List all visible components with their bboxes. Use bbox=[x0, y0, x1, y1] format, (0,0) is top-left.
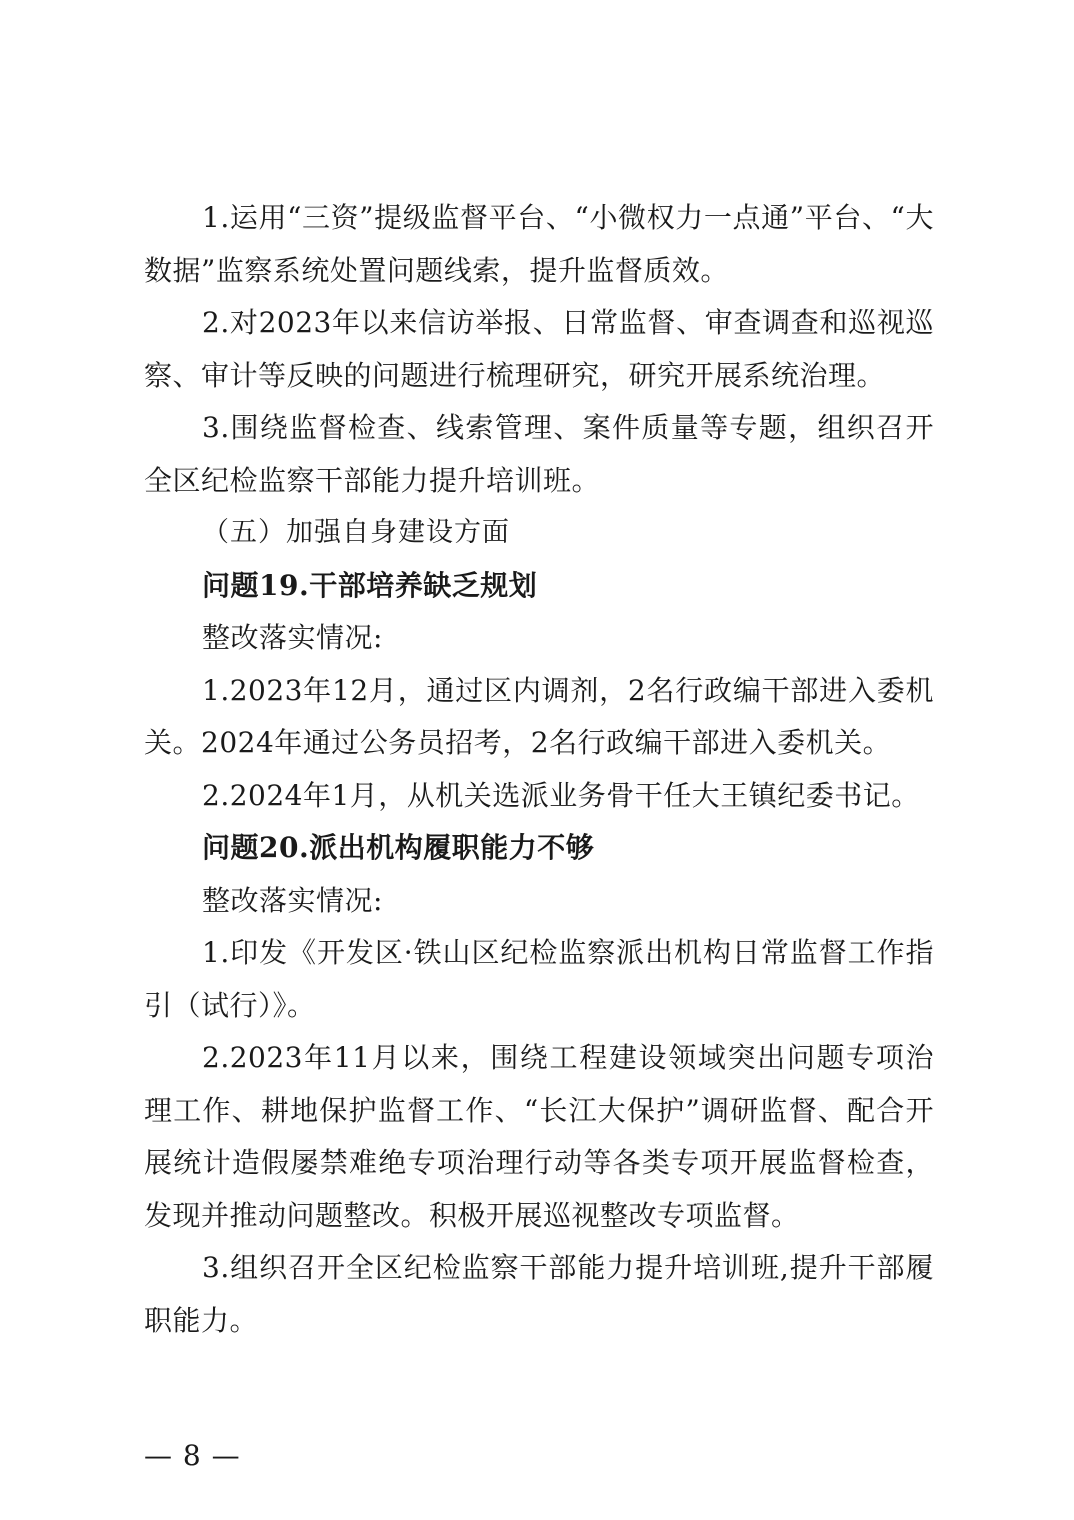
paragraph: 1.印发《开发区·铁山区纪检监察派出机构日常监督工作指引（试行）》。 bbox=[144, 936, 934, 1022]
rectification-label: 整改落实情况: bbox=[202, 883, 383, 917]
paragraph: 2.对2023年以来信访举报、日常监督、审查调查和巡视巡察、审计等反映的问题进行梳理研究，研究开展系统治理。 bbox=[144, 306, 934, 392]
paragraph: 3.围绕监督检查、线索管理、案件质量等专题，组织召开全区纪检监察干部能力提升培训班。 bbox=[144, 411, 934, 497]
document-body bbox=[144, 192, 934, 1347]
paragraph: 1.2023年12月，通过区内调剂，2名行政编干部进入委机关。2024年通过公务员招考，2名行政编干部进入委机关。 bbox=[144, 673, 934, 759]
paragraph: 3.组织召开全区纪检监察干部能力提升培训班,提升干部履职能力。 bbox=[144, 1251, 934, 1337]
paragraph: 2.2024年1月，从机关选派业务骨干任大王镇纪委书记。 bbox=[202, 778, 920, 812]
paragraph: 1.运用“三资”提级监督平台、“小微权力一点通”平台、“大数据”监察系统处置问题线索，提升监督质效。 bbox=[144, 201, 934, 287]
issue-heading: 问题20.派出机构履职能力不够 bbox=[202, 831, 595, 864]
issue-heading: 问题19.干部培养缺乏规划 bbox=[202, 568, 538, 602]
rectification-label: 整改落实情况: bbox=[202, 621, 383, 654]
page-number: — 8 — bbox=[144, 1439, 241, 1472]
paragraph: 2.2023年11月以来，围绕工程建设领域突出问题专项治理工作、耕地保护监督工作、“长江大保护”调研监督、配合开展统计造假屡禁难绝专项治理行动等各类专项开展监督检查，发现并推动问题整改。积极开展巡视整改专项监督。 bbox=[144, 1041, 934, 1232]
section-heading: （五）加强自身建设方面 bbox=[202, 517, 510, 548]
